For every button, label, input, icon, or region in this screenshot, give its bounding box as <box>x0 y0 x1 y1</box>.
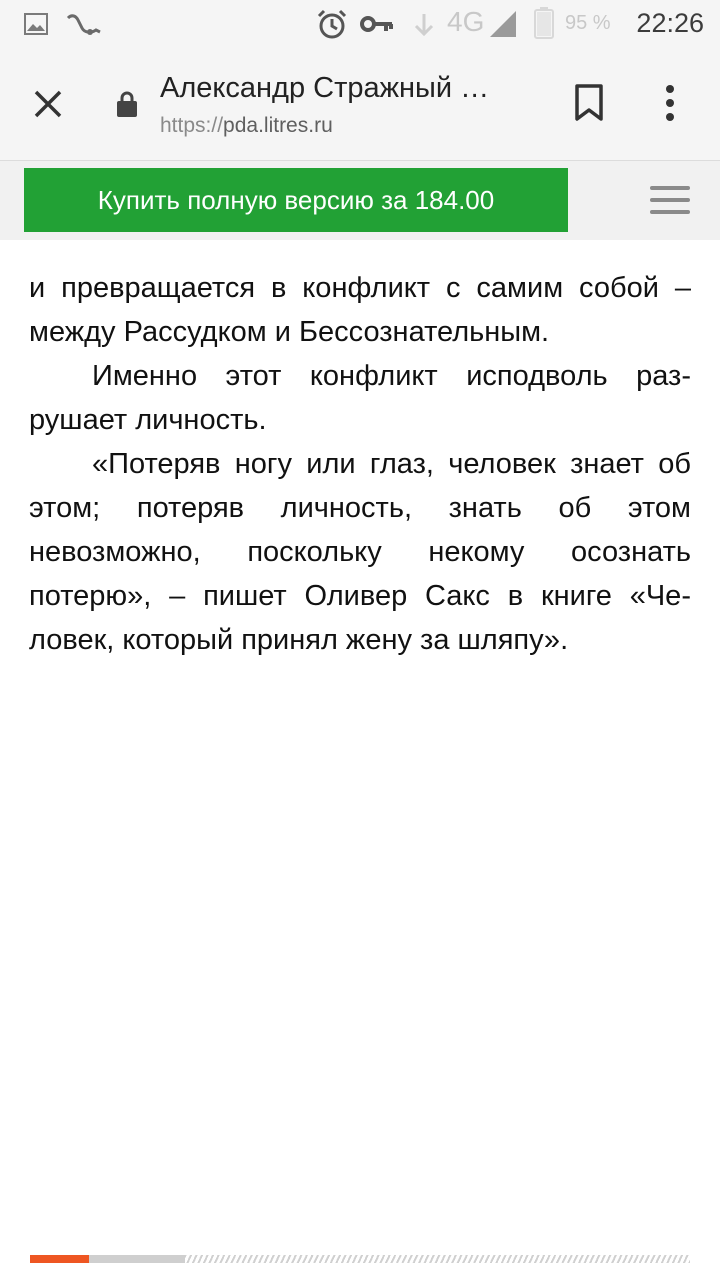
reader-paragraph: «Потеряв ногу или глаз, человек знает об этом; потеряв личность, знать об этом невозможно, поскольку некому осознать потерю», – пишет Оливер Сакс в книге «Человек, который принял жену за шляпу». <box>29 448 691 656</box>
lock-icon[interactable] <box>116 90 138 123</box>
overflow-menu-button[interactable] <box>664 84 676 127</box>
alarm-icon <box>316 9 348 46</box>
buy-full-version-button[interactable]: Купить полную версию за 184.00 <box>24 168 568 232</box>
bookmark-button[interactable] <box>574 84 604 127</box>
clock: 22:26 <box>636 8 704 38</box>
reader-content <box>29 266 691 662</box>
gallery-notification-icon <box>24 13 48 40</box>
app-notification-icon <box>66 12 102 43</box>
status-bar <box>0 0 720 50</box>
current-progress <box>30 1255 89 1263</box>
more-vertical-icon <box>664 84 676 122</box>
browser-toolbar <box>0 50 720 161</box>
vpn-key-icon <box>360 14 394 39</box>
reading-progress-bar[interactable] <box>30 1255 690 1263</box>
hamburger-line <box>650 198 690 202</box>
bookmark-icon <box>574 84 604 122</box>
hamburger-menu-icon[interactable] <box>650 186 690 222</box>
reader-paragraph: Именно этот конфликт исподволь разрушает личность. <box>29 360 691 436</box>
battery-icon <box>534 7 554 44</box>
data-transfer-icon <box>412 12 436 43</box>
url-host: pda.litres.ru <box>223 114 333 137</box>
network-type: 4G <box>447 6 485 37</box>
reader-paragraph: и превращается в конфликт с самим собой – между Рассудком и Бессознательным. <box>29 272 691 348</box>
battery-percent: 95 % <box>565 12 611 34</box>
hamburger-line <box>650 210 690 214</box>
close-tab-button[interactable] <box>30 86 66 122</box>
site-header <box>0 161 720 240</box>
page-title[interactable]: Александр Стражный … <box>160 72 490 104</box>
address-url[interactable] <box>160 114 333 138</box>
close-icon <box>30 86 66 122</box>
url-scheme: https:// <box>160 114 224 137</box>
hamburger-line <box>650 186 690 190</box>
signal-icon <box>488 9 518 44</box>
